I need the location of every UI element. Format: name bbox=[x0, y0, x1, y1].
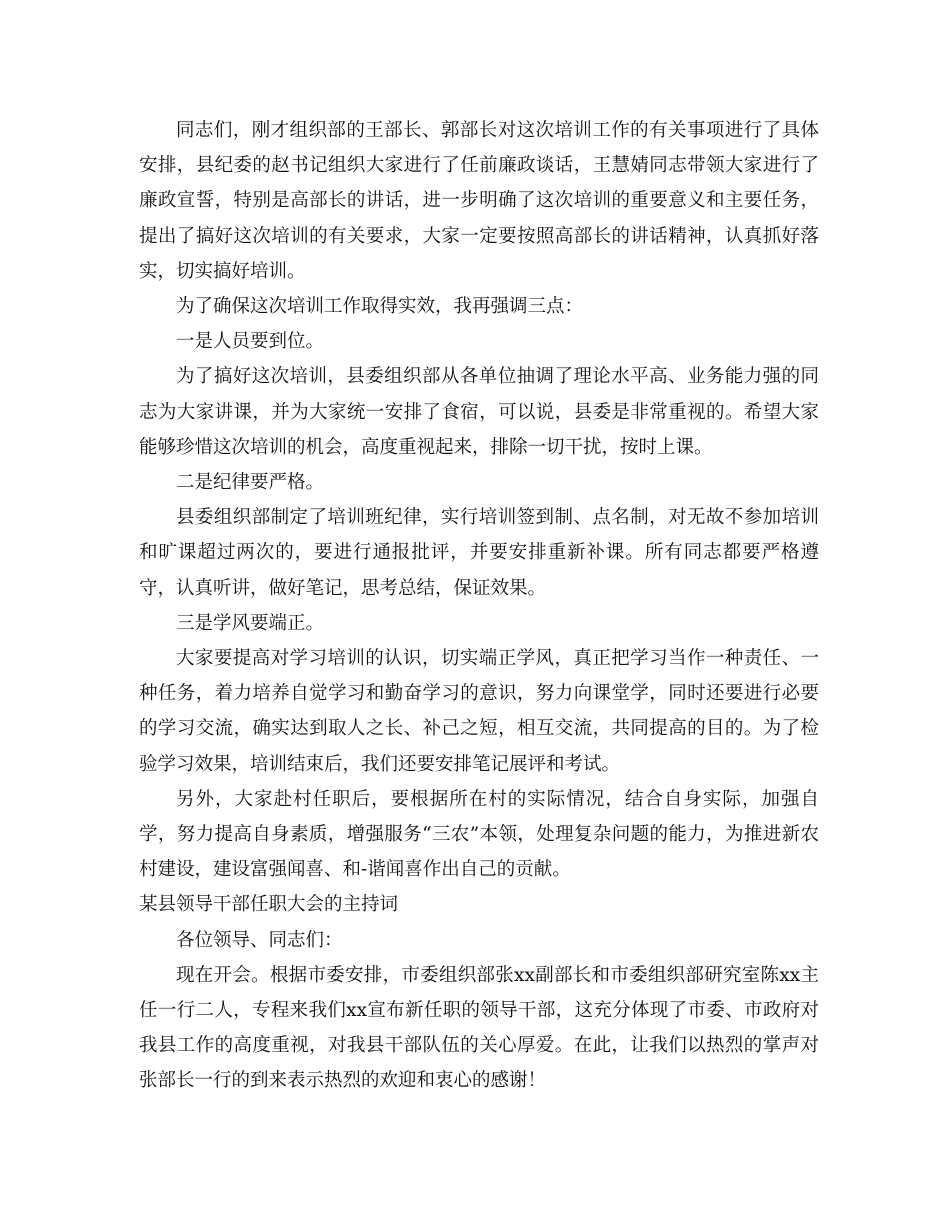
point-one-body: 为了搞好这次培训，县委组织部从各单位抽调了理论水平高、业务能力强的同志为大家讲课，并为大家统一安排了食宿，可以说，县委是非常重视的。希望大家能够珍惜这次培训的机会，高度重视起来，排除一切干扰，按时上课。 bbox=[139, 366, 819, 458]
point-two-heading: 二是纪律要严格。 bbox=[176, 472, 325, 494]
point-two-body: 县委组织部制定了培训班纪律，实行培训签到制、点名制，对无故不参加培训和旷课超过两次的，要进行通报批评，并要安排重新补课。所有同志都要严格遵守，认真听讲，做好笔记，思考总结，保证效果。 bbox=[139, 507, 819, 599]
greeting: 各位领导、同志们： bbox=[176, 929, 343, 951]
section-title: 某县领导干部任职大会的主持词 bbox=[139, 894, 399, 916]
paragraph-additionally: 另外，大家赴村任职后，要根据所在村的实际情况，结合自身实际，加强自学，努力提高自身素质，增强服务“三农”本领，处理复杂问题的能力，为推进新农村建设，建设富强闻喜、和-谐闻喜作出自己的贡献。 bbox=[139, 788, 819, 881]
paragraph-opening: 现在开会。根据市委安排，市委组织部张xx副部长和市委组织部研究室陈xx主任一行二人，专程来我们xx宣布新任职的领导干部，这充分体现了市委、市政府对我县工作的高度重视，对我县干部队伍的关心厚爱。在此，让我们以热烈的掌声对张部长一行的到来表示热烈的欢迎和衷心的感谢！ bbox=[139, 964, 819, 1092]
document-body bbox=[139, 113, 819, 1099]
point-one-heading: 一是人员要到位。 bbox=[176, 331, 325, 353]
paragraph-three-points: 为了确保这次培训工作取得实效，我再强调三点： bbox=[176, 296, 584, 318]
paragraph-intro: 同志们，刚才组织部的王部长、郭部长对这次培训工作的有关事项进行了具体安排，县纪委的赵书记组织大家进行了任前廉政谈话，王慧婧同志带领大家进行了廉政宣誓，特别是高部长的讲话，进一步明确了这次培训的重要意义和主要任务，提出了搞好这次培训的有关要求，大家一定要按照高部长的讲话精神，认真抓好落实，切实搞好培训。 bbox=[139, 120, 819, 282]
point-three-body: 大家要提高对学习培训的认识，切实端正学风，真正把学习当作一种责任、一种任务，着力培养自觉学习和勤奋学习的意识，努力向课堂学，同时还要进行必要的学习交流，确实达到取人之长、补己之短，相互交流，共同提高的目的。为了检验学习效果，培训结束后，我们还要安排笔记展评和考试。 bbox=[139, 648, 819, 775]
point-three-heading: 三是学风要端正。 bbox=[176, 612, 325, 634]
